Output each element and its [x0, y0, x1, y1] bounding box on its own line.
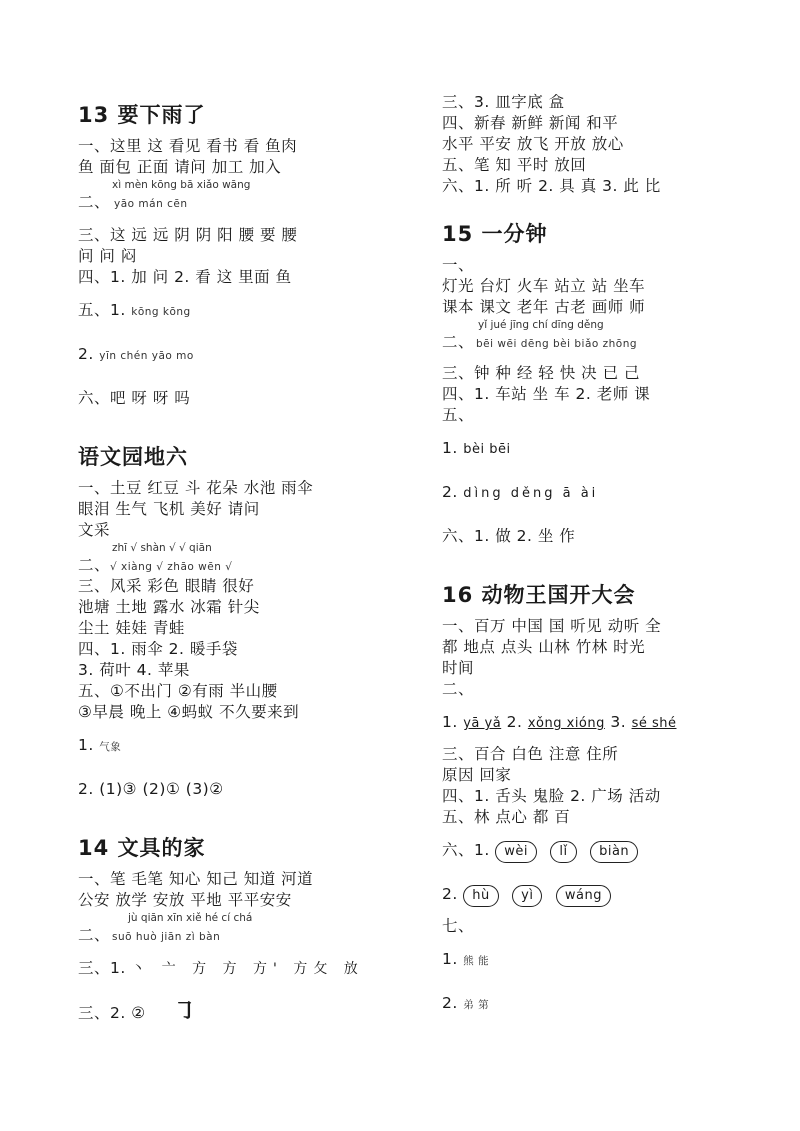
answer-label: 1.: [442, 713, 458, 731]
small-word: 气象: [99, 741, 122, 753]
answer-label: 二、: [442, 333, 475, 351]
answer-line: [442, 937, 772, 981]
answer-label: 1.: [442, 439, 458, 457]
pinyin-text: yǐ jué jīng chí dīng děng: [478, 319, 604, 331]
answer-label: 二、: [78, 926, 111, 944]
answer-label: 1.: [78, 736, 94, 754]
right-column: [442, 92, 772, 1025]
answer-line: [78, 555, 408, 576]
answer-line: 灯光 台灯 火车 站立 站 坐车: [442, 277, 646, 295]
answer-line: [78, 946, 408, 990]
lesson-13-title: 13 要下雨了: [78, 103, 206, 127]
pinyin-text: kōng kōng: [131, 306, 191, 318]
answer-line: 一、: [442, 256, 475, 274]
answer-label: 1.: [442, 950, 458, 968]
answer-line: [78, 925, 408, 946]
answer-line: 原因 回家: [442, 766, 512, 784]
answer-line: 鱼 面包 正面 请问 加工 加入: [78, 158, 282, 176]
answer-line: 时间: [442, 659, 475, 677]
answer-label: 二、: [78, 556, 111, 574]
pinyin-text: sé shé: [631, 716, 677, 731]
answer-line: 池塘 土地 露水 冰霜 针尖: [78, 598, 260, 616]
answer-line: 二、: [442, 680, 475, 698]
answer-label: 五、1.: [78, 301, 126, 319]
answer-line: 一、百万 中国 国 听见 动听 全: [442, 617, 662, 635]
lesson-16-title: 16 动物王国开大会: [442, 583, 636, 607]
small-word: 熊 能: [463, 955, 490, 967]
answer-line: [78, 192, 408, 213]
answer-line: 一、这里 这 看见 看书 看 鱼肉: [78, 137, 298, 155]
answer-line: 公安 放学 安放 平地 平平安安: [78, 891, 292, 909]
answer-line: 四、1. 雨伞 2. 暖手袋: [78, 640, 238, 658]
answer-line: 四、新春 新鲜 新闻 和平: [442, 114, 619, 132]
circled-pinyin: wèi: [495, 841, 537, 863]
answer-line: 三、这 远 远 阴 阴 阳 腰 要 腰: [78, 226, 298, 244]
answer-line: 五、林 点心 都 百: [442, 808, 571, 826]
answer-line: [442, 332, 772, 353]
answer-label: 2.: [506, 713, 523, 731]
pinyin-text: bèi bēi: [463, 442, 511, 457]
circled-pinyin: biàn: [590, 841, 638, 863]
small-word: 弟 第: [463, 999, 490, 1011]
answer-label: 三、2. ②: [78, 1004, 146, 1022]
answer-line: 四、1. 舌头 鬼脸 2. 广场 活动: [442, 787, 661, 805]
pinyin-text: xǒng xióng: [527, 716, 605, 731]
answer-line: 五、笔 知 平时 放回: [442, 156, 587, 174]
pinyin-text: jù qiān xīn xiě hé cí chá: [128, 912, 253, 924]
pinyin-line: [78, 911, 408, 925]
answer-line: 七、: [442, 917, 475, 935]
answer-line: 六、1. 做 2. 坐 作: [442, 527, 576, 545]
answer-line: 四、1. 加 问 2. 看 这 里面 鱼: [78, 268, 292, 286]
answer-line: 三、风采 彩色 眼睛 很好: [78, 577, 255, 595]
answer-line: 四、1. 车站 坐 车 2. 老师 课: [442, 385, 651, 403]
pinyin-line: [78, 541, 408, 555]
circled-pinyin: lǐ: [550, 841, 576, 863]
pinyin-line: [442, 318, 772, 332]
pinyin-text: suō huò jiān zì bàn: [112, 931, 221, 943]
answer-line: 水平 平安 放飞 开放 放心: [442, 135, 624, 153]
answer-line: [442, 700, 772, 744]
pinyin-text: zhī √ shàn √ √ qiān: [112, 542, 212, 554]
answer-line: [78, 288, 408, 332]
answer-line: 文采: [78, 521, 111, 539]
pinyin-text: yīn chén yāo mo: [99, 350, 194, 362]
answer-line: [78, 332, 408, 376]
answer-label: 2.: [442, 885, 458, 903]
answer-line: 眼泪 生气 飞机 美好 请问: [78, 500, 260, 518]
answer-line: 三、3. 皿字底 盒: [442, 93, 565, 111]
pinyin-text: dìng děng ā ài: [463, 486, 599, 501]
answer-line: 课本 课文 老年 古老 画师 师: [442, 298, 646, 316]
answer-label: 3.: [610, 713, 627, 731]
garden-6-title: 语文园地六: [78, 445, 188, 469]
answer-line: 五、: [442, 406, 475, 424]
left-column: [78, 100, 408, 1034]
pinyin-text: yā yǎ: [463, 716, 502, 731]
pinyin-text: bēi wēi dēng bèi biǎo zhōng: [476, 338, 638, 350]
pinyin-line: [78, 178, 408, 192]
answer-line: 问 问 闷: [78, 247, 137, 265]
answer-line: [78, 723, 408, 767]
circled-pinyin: wáng: [556, 885, 611, 907]
answer-line: 三、百合 白色 注意 住所: [442, 745, 619, 763]
circled-pinyin: yì: [512, 885, 542, 907]
answer-line: 三、钟 种 经 轻 快 决 已 己: [442, 364, 640, 382]
answer-line: [442, 470, 772, 514]
answer-line: [442, 872, 772, 916]
pinyin-text: xì mèn kōng bā xiǎo wāng: [112, 179, 251, 191]
answer-line: [442, 981, 772, 1025]
answer-line: 五、①不出门 ②有雨 半山腰: [78, 682, 278, 700]
answer-line: ③早晨 晚上 ④蚂蚁 不久要来到: [78, 703, 300, 721]
pinyin-text: √ xiàng √ zhāo wēn √: [110, 561, 233, 573]
answer-label: 2.: [442, 483, 458, 501]
answer-line: 六、1. 所 听 2. 具 真 3. 此 比: [442, 177, 661, 195]
answer-line: 六、吧 呀 呀 吗: [78, 389, 191, 407]
stroke-order: 丶 亠 方 方 方' 方攵 放: [131, 961, 364, 977]
pinyin-text: yāo mán cēn: [114, 198, 188, 210]
answer-line: [442, 828, 772, 872]
stroke-glyph: ㇆: [173, 999, 197, 1024]
answer-label: 二、: [78, 193, 111, 211]
answer-label: 2.: [78, 345, 94, 363]
circled-pinyin: hù: [463, 885, 498, 907]
answer-line: [442, 426, 772, 470]
answer-label: 2.: [442, 994, 458, 1012]
answer-line: 一、土豆 红豆 斗 花朵 水池 雨伞: [78, 479, 314, 497]
answer-line: 都 地点 点头 山林 竹林 时光: [442, 638, 646, 656]
answer-label: 三、1.: [78, 959, 126, 977]
answer-line: [78, 990, 408, 1034]
answer-label: 六、1.: [442, 841, 490, 859]
answer-line: 3. 荷叶 4. 苹果: [78, 661, 190, 679]
lesson-15-title: 15 一分钟: [442, 222, 548, 246]
answer-line: 尘土 娃娃 青蛙: [78, 619, 185, 637]
lesson-14-title: 14 文具的家: [78, 836, 206, 860]
answer-line: 2. (1)③ (2)① (3)②: [78, 780, 224, 798]
answer-line: 一、笔 毛笔 知心 知己 知道 河道: [78, 870, 314, 888]
